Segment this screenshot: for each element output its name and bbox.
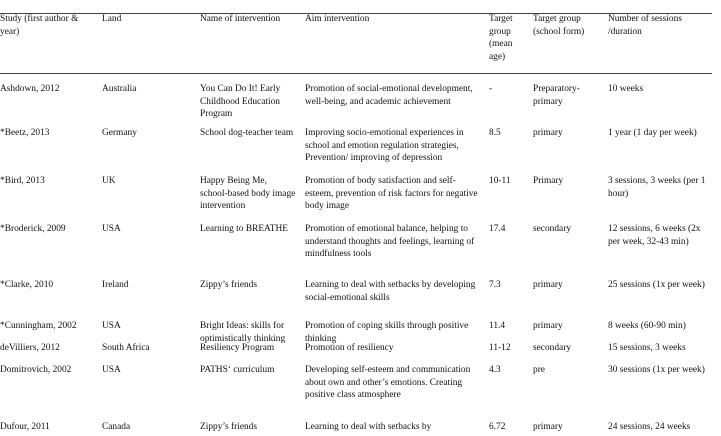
mean-age-cell: 8.5 [489,128,501,138]
study-cell: *Bird, 2013 [0,176,45,186]
aim-cell: Promotion of resiliency [305,343,394,353]
sessions-cell: 1 year (1 day per week) [608,128,697,138]
sessions-cell: 15 sessions, 3 weeks [608,343,686,353]
study-cell: *Beetz, 2013 [0,128,50,138]
sessions-cell: 3 sessions, 3 weeks (per 1 hour) [608,176,706,199]
study-cell: *Clarke, 2010 [0,280,54,290]
intervention-name-cell: Zippy’s friends [200,422,258,432]
school-form-cell: secondary [533,343,572,353]
school-form-cell: primary [533,321,563,331]
intervention-name-cell: PATHS‘ curriculum [200,365,275,375]
land-cell: Germany [102,128,137,138]
study-cell: Domitrovich, 2002 [0,365,72,375]
study-cell: *Cunningham, 2002 [0,321,77,331]
school-form-cell: secondary [533,224,572,234]
study-cell: Ashdown, 2012 [0,84,60,94]
land-cell: Canada [102,422,131,432]
column-header-school-form: Target group (school form) [533,14,585,37]
mean-age-cell: 17.4 [489,224,506,234]
land-cell: USA [102,224,121,234]
school-form-cell: Primary [533,176,564,186]
column-header-intervention-name: Name of intervention [200,14,281,24]
column-header-mean-age: Target group (mean age) [489,14,513,62]
table-header-rule [0,73,712,74]
aim-cell: Promotion of social-emotional development, well-being, and academic achievement [305,84,473,107]
sessions-cell: 24 sessions, 24 weeks [608,422,691,432]
sessions-cell: 10 weeks [608,84,644,94]
column-header-aim: Aim intervention [305,14,370,24]
land-cell: UK [102,176,116,186]
land-cell: Australia [102,84,137,94]
study-cell: deVilliers, 2012 [0,343,60,353]
intervention-name-cell: Zippy’s friends [200,280,258,290]
column-header-land: Land [102,14,122,24]
sessions-cell: 12 sessions, 6 weeks (2x per week, 32-43 min) [608,224,701,247]
aim-cell: Promotion of body satisfaction and self-esteem, prevention of risk factors for negative body image [305,176,478,211]
intervention-name-cell: Happy Being Me, school-based body image intervention [200,176,296,211]
column-header-sessions: Number of sessions /duration [608,14,682,37]
land-cell: South Africa [102,343,150,353]
sessions-cell: 8 weeks (60-90 min) [608,321,686,331]
aim-cell: Promotion of emotional balance, helping to understand thoughts and feelings, learning of mindfulness tools [305,224,475,259]
intervention-name-cell: Learning to BREATHE [200,224,289,234]
aim-cell: Learning to deal with setbacks by [305,422,432,432]
aim-cell: Developing self-esteem and communication about own and other’s emotions. Creating positive class atmosphere [305,365,471,400]
intervention-name-cell: You Can Do It! Early Childhood Education Program [200,84,281,119]
land-cell: Ireland [102,280,129,290]
mean-age-cell: 11-12 [489,343,511,353]
intervention-name-cell: Resiliency Program [200,343,275,353]
mean-age-cell: 7.3 [489,280,501,290]
study-cell: Dufour, 2011 [0,422,50,432]
study-cell: *Broderick, 2009 [0,224,66,234]
aim-cell: Improving socio-emotional experiences in school and emotion regulation strategies, Prevention/ improving of depression [305,128,464,163]
mean-age-cell: 11.4 [489,321,506,331]
intervention-name-cell: School dog-teacher team [200,128,294,138]
school-form-cell: pre [533,365,545,375]
mean-age-cell: - [489,84,493,94]
mean-age-cell: 10-11 [489,176,511,186]
sessions-cell: 25 sessions (1x per week) [608,280,705,290]
sessions-cell: 30 sessions (1x per week) [608,365,705,375]
land-cell: USA [102,365,121,375]
school-form-cell: Preparatory-primary [533,84,580,107]
land-cell: USA [102,321,121,331]
mean-age-cell: 4.3 [489,365,501,375]
aim-cell: Learning to deal with setbacks by developing social-emotional skills [305,280,476,303]
column-header-study: Study (first author & year) [0,14,79,37]
school-form-cell: primary [533,422,563,432]
school-form-cell: primary [533,128,563,138]
school-form-cell: primary [533,280,563,290]
mean-age-cell: 6.72 [489,422,506,432]
aim-cell: Promotion of coping skills through positive thinking [305,321,469,344]
intervention-name-cell: Bright Ideas: skills for optimistically thinking [200,321,286,344]
